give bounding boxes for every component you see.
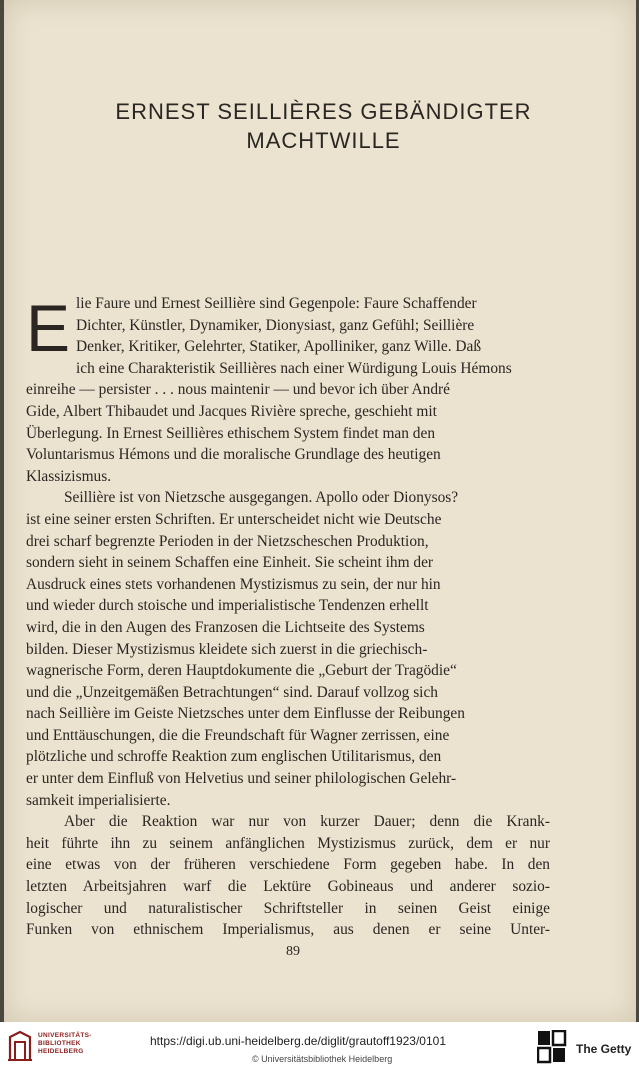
line: Ausdruck eines stets vorhandenen Mystizismus zu sein, der nur hin — [26, 575, 441, 593]
article-title-line-2: MACHTWILLE — [246, 128, 401, 153]
line: und die „Unzeitgemäßen Betrachtungen“ sind. Darauf vollzog sich — [26, 683, 438, 701]
line: ist eine seiner ersten Schriften. Er unterscheidet nicht wie Deutsche — [26, 510, 442, 528]
line: Voluntarismus Hémons und die moralische Grundlage des heutigen — [26, 446, 441, 464]
paragraph-3 — [26, 811, 550, 941]
line: und Enttäuschungen, die die Freundschaft für Wagner zerrissen, eine — [26, 726, 450, 744]
line: heit führte ihn zu seinem anfänglichen Mystizismus zurück, dem er nur — [26, 834, 550, 852]
line: plötzliche und schroffe Reaktion zum englischen Utilitarismus, den — [26, 748, 442, 766]
line: Klassizismus. — [26, 467, 112, 485]
line: einreihe — persister . . . nous maintenir — und bevor ich über André — [26, 381, 450, 399]
book-page — [4, 0, 636, 1022]
paragraph-2 — [26, 487, 550, 811]
line: sondern sieht in seinem Schaffen eine Einheit. Sie scheint ihm der — [26, 554, 434, 572]
line: nach Seillière im Geiste Nietzsches unter dem Einflusse der Reibungen — [26, 705, 465, 723]
page-number: 89 — [286, 944, 300, 959]
body-text — [26, 293, 550, 941]
library-name: UNIVERSITÄTS- BIBLIOTHEK HEIDELBERG — [38, 1032, 92, 1055]
line: lie Faure und Ernest Seillière sind Gegenpole: Faure Schaffender — [76, 295, 477, 312]
paragraph-1 — [26, 293, 550, 487]
line: Gide, Albert Thibaudet und Jacques Rivière spreche, geschieht mit — [26, 402, 437, 420]
line: drei scharf begrenzte Perioden in der Nietzscheschen Produktion, — [26, 532, 429, 550]
line: eine etwas von der früheren verschiedene Form gegeben habe. In den — [26, 856, 550, 874]
line: Überlegung. In Ernest Seillières ethischem System findet man den — [26, 424, 436, 442]
getty-label: The Getty — [576, 1042, 632, 1056]
line: wagnerische Form, deren Hauptdokumente die „Geburt der Tragödie“ — [26, 662, 457, 680]
university-library-logo-icon — [6, 1029, 34, 1063]
permalink-url[interactable]: https://digi.ub.uni-heidelberg.de/diglit/grautoff1923/0101 — [150, 1034, 446, 1048]
line: Aber die Reaktion war nur von kurzer Dauer; denn die Krank- — [64, 813, 550, 831]
line: logischer und naturalistischer Schriftsteller in seinen Geist einige — [26, 899, 550, 917]
viewer-footer — [0, 1022, 639, 1071]
drop-cap: E — [26, 291, 71, 365]
line: und wieder durch stoische und imperialistische Tendenzen erhellt — [26, 597, 429, 615]
line: Seillière ist von Nietzsche ausgegangen. Apollo oder Dionysos? — [64, 489, 459, 507]
line: er unter dem Einfluß von Helvetius und seiner philologischen Gelehr- — [26, 770, 457, 788]
copyright-notice: © Universitätsbibliothek Heidelberg — [252, 1054, 393, 1064]
line: Funken von ethnischem Imperialismus, aus denen er seine Unter- — [26, 921, 550, 939]
line: letzten Arbeitsjahren warf die Lektüre Gobineaus und anderer sozio- — [26, 878, 550, 896]
line: bilden. Dieser Mystizismus kleidete sich zuerst in die griechisch- — [26, 640, 428, 658]
getty-logo-icon — [537, 1030, 567, 1064]
article-title-line-1: ERNEST SEILLIÈRES GEBÄNDIGTER — [115, 99, 532, 124]
line: samkeit imperialisierte. — [26, 791, 171, 809]
line: Denker, Kritiker, Gelehrter, Statiker, Apolliniker, ganz Wille. Daß — [76, 338, 482, 356]
line: wird, die in den Augen des Franzosen die Lichtseite des Systems — [26, 618, 425, 636]
line: ich eine Charakteristik Seillières nach einer Würdigung Louis Hémons — [76, 359, 512, 377]
line: Dichter, Künstler, Dynamiker, Dionysiast, ganz Gefühl; Seillière — [76, 316, 475, 334]
